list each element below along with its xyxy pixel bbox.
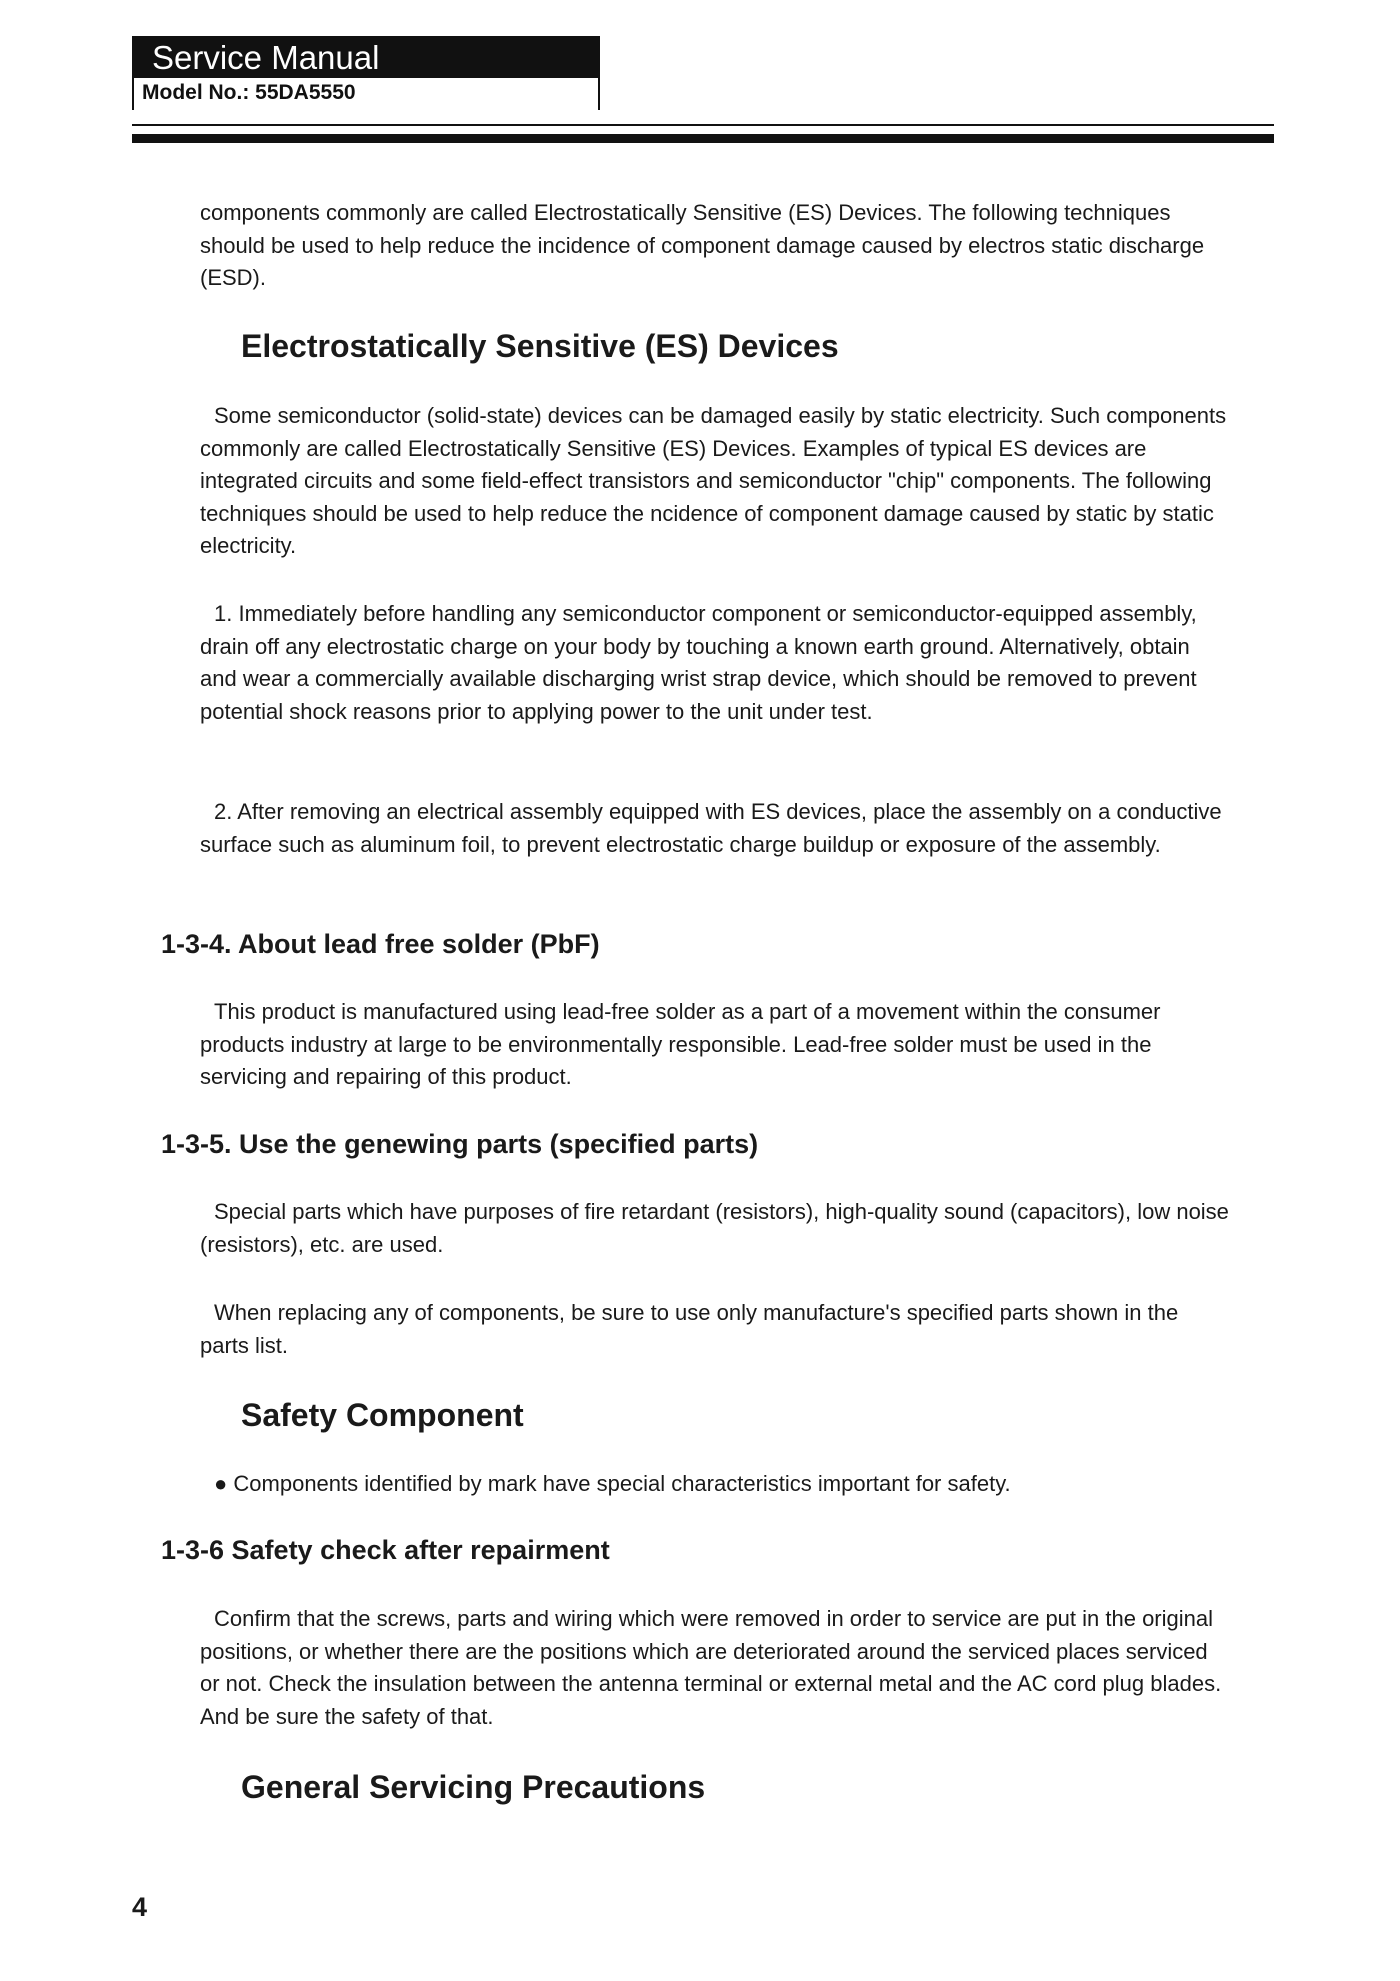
section-135-paragraph-1: Special parts which have purposes of fire retardant (resistors), high-quality sound (capacitors), low noise (resistors), etc. are used.: [200, 1199, 1229, 1257]
section-136-heading: 1-3-6 Safety check after repairment: [161, 1535, 610, 1565]
page-number: 4: [132, 1892, 148, 1922]
es-devices-paragraph: Some semiconductor (solid-state) devices can be damaged easily by static electricity. Such components commonly are called Electrostatically Sensitive (ES) Devices. Examples of typical ES devices are integrated circuits and some field-effect transistors and semiconductor "chip" components. The following techniques should be used to help reduce the ncidence of component damage caused by static by static electricity.: [200, 403, 1227, 558]
manual-header: [132, 36, 600, 110]
header-rule-thin: [132, 124, 1274, 126]
es-item-1: 1. Immediately before handling any semiconductor component or semiconductor-equipped assembly, drain off any electrostatic charge on your body by touching a known earth ground. Alternatively, obtain and wear a commercially available discharging wrist strap device, which should be removed to prevent potential shock reasons prior to applying power to the unit under test.: [200, 601, 1197, 724]
section-135-paragraph-2: When replacing any of components, be sure to use only manufacture's specified parts shown in the parts list.: [200, 1300, 1179, 1358]
es-item-2: 2. After removing an electrical assembly equipped with ES devices, place the assembly on a conductive surface such as aluminum foil, to prevent electrostatic charge buildup or exposure of the assembly.: [200, 799, 1222, 857]
section-134-paragraph: This product is manufactured using lead-free solder as a part of a movement within the consumer products industry at large to be environmentally responsible. Lead-free solder must be used in the servicing and repairing of this product.: [200, 999, 1161, 1089]
header-title: Service Manual: [134, 38, 598, 78]
header-rule-thick: [132, 134, 1274, 143]
section-136-paragraph: Confirm that the screws, parts and wiring which were removed in order to service are put in the original positions, or whether there are the positions which are deteriorated around the serviced places serviced or not. Check the insulation between the antenna terminal or external metal and the AC cord plug blades. And be sure the safety of that.: [200, 1606, 1222, 1729]
intro-paragraph: components commonly are called Electrostatically Sensitive (ES) Devices. The following techniques should be used to help reduce the incidence of component damage caused by electros static discharge (ESD).: [200, 200, 1205, 290]
section-134-heading: 1-3-4. About lead free solder (PbF): [161, 929, 600, 959]
header-model-number: Model No.: 55DA5550: [134, 78, 598, 110]
general-servicing-heading: General Servicing Precautions: [241, 1769, 706, 1805]
safety-component-bullet: ● Components identified by mark have special characteristics important for safety.: [214, 1471, 1011, 1496]
safety-component-heading: Safety Component: [241, 1397, 524, 1433]
section-135-heading: 1-3-5. Use the genewing parts (specified parts): [161, 1129, 759, 1159]
es-devices-heading: Electrostatically Sensitive (ES) Devices: [241, 328, 839, 364]
